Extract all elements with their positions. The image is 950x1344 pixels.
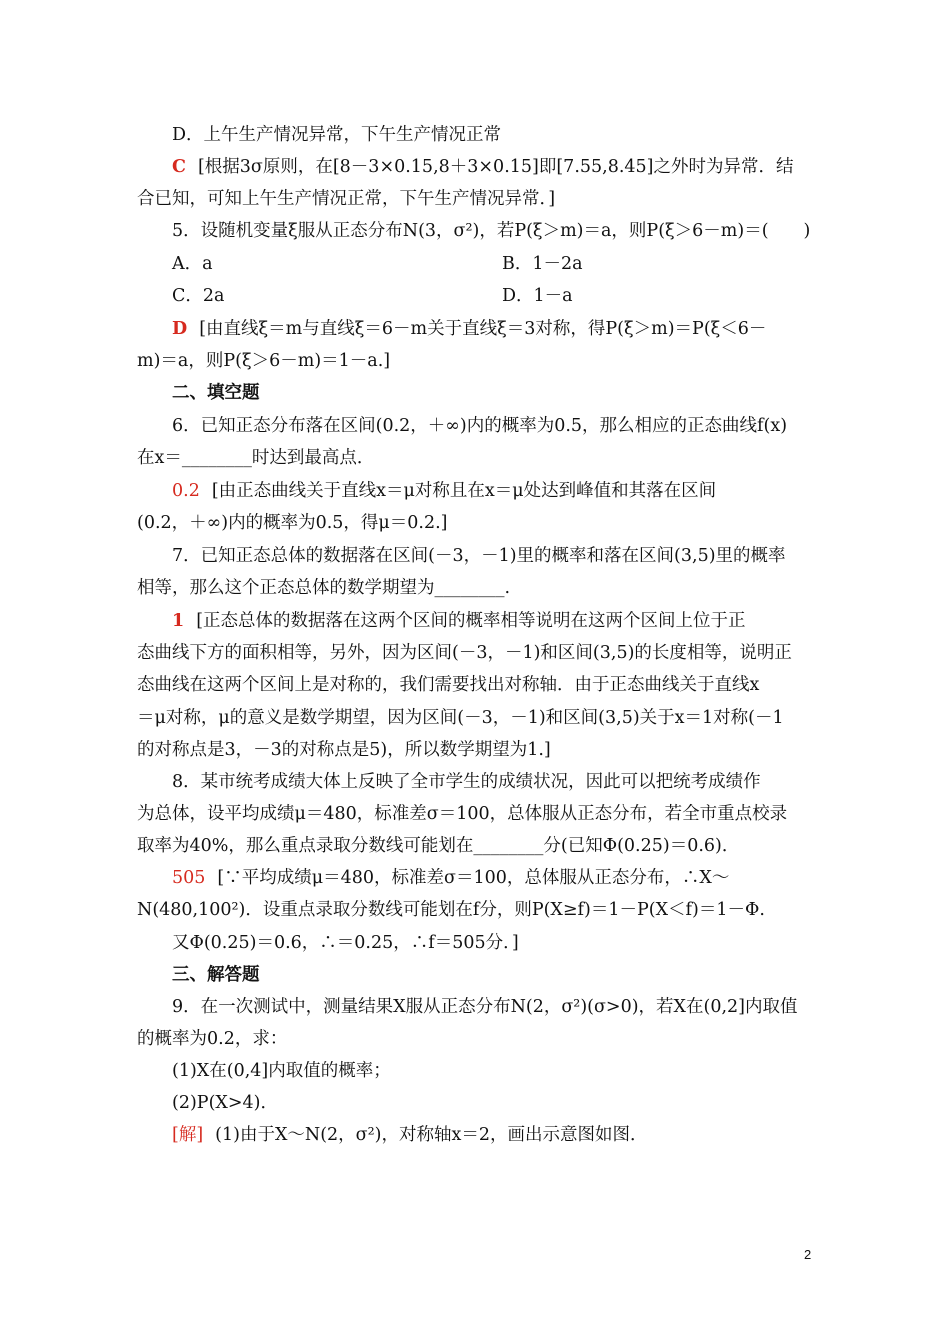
- answer-label: 505: [172, 868, 206, 888]
- line-text: 合已知，可知上午生产情况正常，下午生产情况异常．]: [137, 189, 556, 209]
- text-line: [137, 641, 817, 665]
- line-text: 6．已知正态分布落在区间(0.2，＋∞)内的概率为0.5，那么相应的正态曲线f(x): [172, 416, 788, 436]
- page-number: 2: [804, 1247, 812, 1262]
- text-line: [172, 770, 817, 794]
- text-line: [137, 738, 817, 762]
- text-line: [172, 931, 817, 955]
- answer-label: 0.2: [172, 481, 200, 501]
- text-line: [172, 544, 817, 568]
- text-line: [172, 381, 817, 405]
- line-text: [根据3σ原则，在[8－3×0.15,8＋3×0.15]即[7.55,8.45]之外时为异常．结: [197, 157, 794, 177]
- line-text: (1)X在(0,4]内取值的概率；: [172, 1061, 391, 1081]
- line-text: 的对称点是3，－3的对称点是5)，所以数学期望为1.]: [137, 740, 551, 760]
- text-line: [172, 414, 817, 438]
- answer-label: [解]: [172, 1125, 204, 1145]
- text-line: [137, 576, 817, 600]
- line-text: (1)由于X～N(2，σ²)，对称轴x＝2，画出示意图如图．: [215, 1125, 648, 1145]
- text-line: [137, 673, 817, 697]
- line-text: 态曲线在这两个区间上是对称的，我们需要找出对称轴．由于正态曲线关于直线x: [137, 675, 760, 695]
- line-text: 取率为40%，那么重点录取分数线可能划在________分(已知Φ(0.25)＝0.6)．: [137, 836, 740, 856]
- text-line: [172, 479, 817, 503]
- text-line: [137, 1027, 817, 1051]
- text-line: [137, 446, 817, 470]
- text-line: [172, 219, 817, 243]
- text-line: [137, 898, 817, 922]
- text-line: [172, 317, 817, 341]
- line-text: [∵平均成绩μ＝480，标准差σ＝100，总体服从正态分布，∴X～: [217, 868, 730, 888]
- line-text: ＝μ对称，μ的意义是数学期望，因为区间(－3，－1)和区间(3,5)关于x＝1对称(－1: [137, 708, 784, 728]
- text-line: [137, 706, 817, 730]
- text-line: [172, 1059, 817, 1083]
- text-line: [137, 802, 817, 826]
- line-text: 为总体，设平均成绩μ＝480，标准差σ＝100，总体服从正态分布，若全市重点校录: [137, 804, 788, 824]
- answer-label: D: [172, 319, 188, 339]
- text-line: [137, 187, 817, 211]
- line-text: 在x＝________时达到最高点．: [137, 448, 375, 468]
- line-text: [正态总体的数据落在这两个区间的概率相等说明在这两个区间上位于正: [196, 611, 746, 631]
- text-line: [172, 963, 817, 987]
- line-text: N(480,100²)．设重点录取分数线可能划在f分，则P(X≥f)＝1－P(X＜f)＝1－Φ.: [137, 900, 765, 920]
- line-text: m)＝a，则P(ξ＞6－m)＝1－a.]: [137, 351, 391, 371]
- line-text: 二、填空题: [172, 383, 260, 403]
- line-text: 又Φ(0.25)＝0.6，∴＝0.25，∴f＝505分．]: [172, 933, 519, 953]
- line-text: 态曲线下方的面积相等，另外，因为区间(－3，－1)和区间(3,5)的长度相等，说明正: [137, 643, 792, 663]
- text-line: [172, 1123, 817, 1147]
- line-text: D．上午生产情况异常，下午生产情况正常: [172, 125, 502, 145]
- text-line: [172, 155, 817, 179]
- line-text: 三、解答题: [172, 965, 260, 985]
- answer-label: C: [172, 157, 186, 177]
- text-line: [172, 284, 817, 308]
- line-text: (0.2，＋∞)内的概率为0.5，得μ＝0.2.]: [137, 513, 448, 533]
- text-line: [172, 1091, 817, 1115]
- line-text: [由正态曲线关于直线x＝μ对称且在x＝μ处达到峰值和其落在区间: [211, 481, 717, 501]
- answer-label: 1: [172, 611, 185, 631]
- line-text: [由直线ξ＝m与直线ξ＝6－m关于直线ξ＝3对称，得P(ξ＞m)＝P(ξ＜6－: [199, 319, 767, 339]
- line-text: 7．已知正态总体的数据落在区间(－3，－1)里的概率和落在区间(3,5)里的概率: [172, 546, 786, 566]
- line-text: 5．设随机变量ξ服从正态分布N(3，σ²)，若P(ξ＞m)＝a，则P(ξ＞6－m)＝( ): [172, 221, 811, 241]
- text-line: [172, 252, 817, 276]
- text-line: [137, 349, 817, 373]
- option-right-column: B．1－2a: [502, 254, 583, 274]
- line-text: 8．某市统考成绩大体上反映了全市学生的成绩状况，因此可以把统考成绩作: [172, 772, 761, 792]
- text-line: [137, 834, 817, 858]
- line-text: 相等，那么这个正态总体的数学期望为________.: [137, 578, 511, 598]
- option-right-column: D．1－a: [502, 286, 573, 306]
- line-text: C．2a: [172, 286, 225, 306]
- text-line: [172, 995, 817, 1019]
- line-text: 9．在一次测试中，测量结果X服从正态分布N(2，σ²)(σ>0)，若X在(0,2]内取值: [172, 997, 798, 1017]
- text-line: [172, 609, 817, 633]
- text-line: [137, 511, 817, 535]
- line-text: A．a: [172, 254, 213, 274]
- text-line: [172, 866, 817, 890]
- text-line: [172, 123, 817, 147]
- line-text: (2)P(X>4)．: [172, 1093, 278, 1113]
- line-text: 的概率为0.2，求：: [137, 1029, 288, 1049]
